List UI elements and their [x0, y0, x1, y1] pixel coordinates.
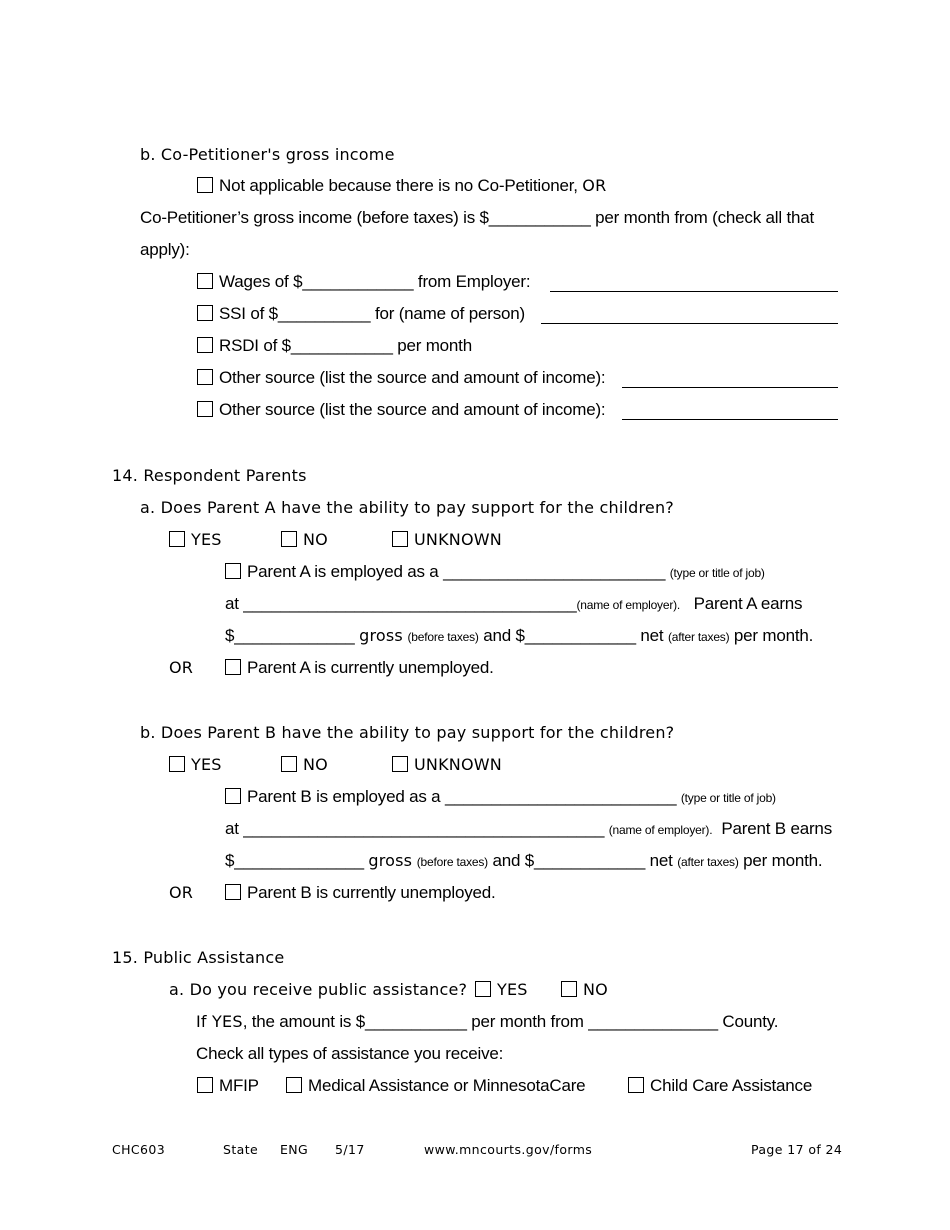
public-assistance-no-checkbox[interactable] — [561, 981, 577, 997]
parent-a-question: a. Does Parent A have the ability to pay support for the children? — [140, 498, 674, 517]
public-assistance-no: NO — [561, 979, 608, 1001]
parent-a-earnings-row: $_____________ gross (before taxes) and $____________ net (after taxes) per month. — [225, 626, 814, 645]
rsdi-checkbox[interactable] — [197, 337, 213, 353]
parent-b-unknown-checkbox[interactable] — [392, 756, 408, 772]
ssi-person-field[interactable] — [541, 323, 838, 324]
other-source-field-1[interactable] — [622, 387, 838, 388]
ssi-checkbox[interactable] — [197, 305, 213, 321]
parent-a-yes-checkbox[interactable] — [169, 531, 185, 547]
parent-b-employed-checkbox[interactable] — [225, 788, 241, 804]
child-care-assistance-checkbox[interactable] — [628, 1077, 644, 1093]
check-all-types: Check all types of assistance you receive: — [196, 1044, 504, 1063]
public-assistance-yes-checkbox[interactable] — [475, 981, 491, 997]
parent-b-unemployed-checkbox[interactable] — [225, 884, 241, 900]
not-applicable-checkbox[interactable] — [197, 177, 213, 193]
employer-field[interactable] — [550, 291, 838, 292]
parent-a-unemployed-row: Parent A is currently unemployed. — [225, 657, 494, 679]
parent-b-yes-checkbox[interactable] — [169, 756, 185, 772]
other-source-checkbox-2[interactable] — [197, 401, 213, 417]
parent-a-employed-row: Parent A is employed as a ________________________ (type or title of job) — [225, 561, 765, 584]
parent-a-unemployed-checkbox[interactable] — [225, 659, 241, 675]
not-applicable-row: Not applicable because there is no Co-Petitioner, OR — [197, 175, 606, 197]
wages-row: Wages of $____________ from Employer: — [197, 271, 530, 293]
copetitioner-heading: b. Co-Petitioner's gross income — [140, 145, 395, 164]
parent-a-yes: YES — [169, 529, 222, 551]
parent-b-unemployed-row: Parent B is currently unemployed. — [225, 882, 496, 904]
ssi-row: SSI of $__________ for (name of person) — [197, 303, 525, 325]
child-care-assistance-option: Child Care Assistance — [628, 1075, 812, 1097]
parent-b-no: NO — [281, 754, 328, 776]
parent-b-earnings-row: $______________ gross (before taxes) and $____________ net (after taxes) per month. — [225, 851, 823, 870]
parent-b-yes: YES — [169, 754, 222, 776]
parent-a-unknown-checkbox[interactable] — [392, 531, 408, 547]
parent-a-employed-checkbox[interactable] — [225, 563, 241, 579]
parent-a-no: NO — [281, 529, 328, 551]
parent-a-employer-row: at ____________________________________(name of employer). Parent A earns — [225, 594, 803, 613]
footer-version: 5/17 — [335, 1142, 365, 1157]
footer-form-code: CHC603 — [112, 1142, 166, 1157]
parent-b-no-checkbox[interactable] — [281, 756, 297, 772]
footer-page-number: Page 17 of 24 — [751, 1142, 843, 1157]
copetitioner-gross-line1: Co-Petitioner’s gross income (before taxes) is $___________ per month from (check all that — [140, 208, 815, 227]
section-14-heading: 14. Respondent Parents — [112, 466, 307, 485]
parent-a-or: OR — [169, 658, 194, 677]
other-source-row-2: Other source (list the source and amount of income): — [197, 399, 605, 421]
other-source-field-2[interactable] — [622, 419, 838, 420]
parent-b-employed-row: Parent B is employed as a _________________________ (type or title of job) — [225, 786, 776, 809]
medical-assistance-option: Medical Assistance or MinnesotaCare — [286, 1075, 585, 1097]
copetitioner-gross-line2: apply): — [140, 240, 190, 259]
parent-b-question: b. Does Parent B have the ability to pay support for the children? — [140, 723, 675, 742]
other-source-checkbox-1[interactable] — [197, 369, 213, 385]
footer-language: ENG — [280, 1142, 309, 1157]
public-assistance-yes: YES — [475, 979, 528, 1001]
mfip-option: MFIP — [197, 1075, 259, 1097]
medical-assistance-checkbox[interactable] — [286, 1077, 302, 1093]
parent-b-or: OR — [169, 883, 194, 902]
mfip-checkbox[interactable] — [197, 1077, 213, 1093]
public-assistance-question: a. Do you receive public assistance? — [169, 980, 468, 999]
parent-b-employer-row: at _______________________________________ (name of employer). Parent B earns — [225, 819, 832, 838]
section-15-heading: 15. Public Assistance — [112, 948, 285, 967]
parent-a-no-checkbox[interactable] — [281, 531, 297, 547]
wages-checkbox[interactable] — [197, 273, 213, 289]
parent-b-unknown: UNKNOWN — [392, 754, 502, 776]
parent-a-unknown: UNKNOWN — [392, 529, 502, 551]
other-source-row-1: Other source (list the source and amount of income): — [197, 367, 605, 389]
footer-state: State — [223, 1142, 259, 1157]
footer-url[interactable]: www.mncourts.gov/forms — [424, 1142, 593, 1157]
if-yes-amount-row: If YES, the amount is $___________ per month from ______________ County. — [196, 1012, 779, 1031]
rsdi-row: RSDI of $___________ per month — [197, 335, 472, 357]
